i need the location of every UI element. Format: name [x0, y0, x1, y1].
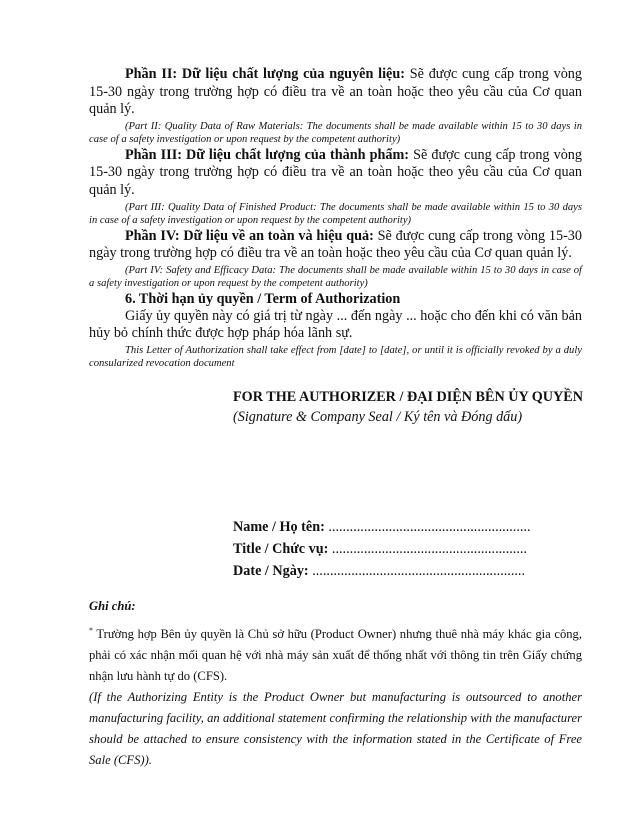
- part2-text: Sẽ được cung cấp trong vòng 15-30 ngày trong trường hợp có điều tra về an toàn hoặc theo yêu cầu của Cơ quan quản lý.: [89, 66, 582, 118]
- title-field: [233, 538, 563, 560]
- part3-text: Sẽ được cung cấp trong vòng 15-30 ngày trong trường hợp có điều tra về an toàn hoặc theo yêu cầu của Cơ quan quản lý.: [89, 146, 582, 198]
- part4-text: Sẽ được cung cấp trong vòng 15-30 ngày trong trường hợp có điều tra về an toàn hoặc theo yêu cầu của Cơ quan quản lý.: [89, 227, 582, 262]
- name-dots: .........................................................: [324, 519, 531, 535]
- signature-title: FOR THE AUTHORIZER / ĐẠI DIỆN BÊN ỦY QUYỀN: [233, 389, 584, 405]
- date-dots: ............................................................: [308, 563, 526, 579]
- name-label: Name / Họ tên:: [233, 519, 325, 535]
- date-label: Date / Ngày:: [233, 563, 309, 579]
- document-body: [89, 66, 582, 371]
- part2-paragraph: [89, 66, 582, 119]
- signature-block: [233, 388, 603, 426]
- date-field: [233, 560, 563, 582]
- notes-section: [89, 598, 582, 771]
- note-vietnamese-text: Trường hợp Bên ủy quyền là Chủ sở hữu (Product Owner) nhưng thuê nhà máy khác gia công, phải có xác nhận mối quan hệ với nhà máy sản xuất để thống nhất với thông tin trên Giấy chứng nhận lưu hành tự do (CFS).: [89, 627, 582, 684]
- part3-english: (Part III: Quality Data of Finished Product: The documents shall be made available within 15 to 30 days in case of a safety investigation or upon request by the competent authority): [89, 201, 582, 226]
- part4-english: (Part IV: Safety and Efficacy Data: The documents shall be made available within 15 to 30 days in case of a safety investigation or upon request by the competent authority): [89, 264, 582, 289]
- footnote-marker: *: [89, 626, 93, 635]
- part4-heading: Phần IV: Dữ liệu về an toàn và hiệu quả:: [125, 227, 374, 244]
- section6-text: Giấy ủy quyền này có giá trị từ ngày ... đến ngày ... hoặc cho đến khi có văn bản hủy bỏ chính thức được hợp pháp hóa lãnh sự.: [89, 307, 582, 342]
- title-dots: .......................................................: [328, 541, 527, 557]
- part2-english: (Part II: Quality Data of Raw Materials: The documents shall be made available within 15 to 30 days in case of a safety investigation or upon request by the competent authority): [89, 120, 582, 145]
- title-label: Title / Chức vụ:: [233, 541, 329, 557]
- section6-english: This Letter of Authorization shall take effect from [date] to [date], or until it is officially revoked by a duly consularized revocation document: [89, 344, 582, 369]
- part3-paragraph: [89, 147, 582, 200]
- section6-heading: 6. Thời hạn ủy quyền / Term of Authorization: [125, 290, 401, 307]
- name-field: [233, 516, 563, 538]
- note-english: (If the Authorizing Entity is the Product Owner but manufacturing is outsourced to another manufacturing facility, an additional statement confirming the relationship with the manufacturer should be attached to ensure consistency with the information stated in the Certificate of Free Sale (CFS)).: [89, 690, 582, 768]
- notes-title: Ghi chú:: [89, 599, 136, 613]
- signature-subtitle: (Signature & Company Seal / Ký tên và Đóng dấu): [233, 409, 523, 425]
- part3-heading: Phần III: Dữ liệu chất lượng của thành phẩm:: [125, 146, 409, 163]
- signer-fields: [233, 516, 563, 582]
- part4-paragraph: [89, 228, 582, 263]
- note-vietnamese: [89, 620, 582, 687]
- part2-heading: Phần II: Dữ liệu chất lượng của nguyên liệu:: [125, 66, 405, 82]
